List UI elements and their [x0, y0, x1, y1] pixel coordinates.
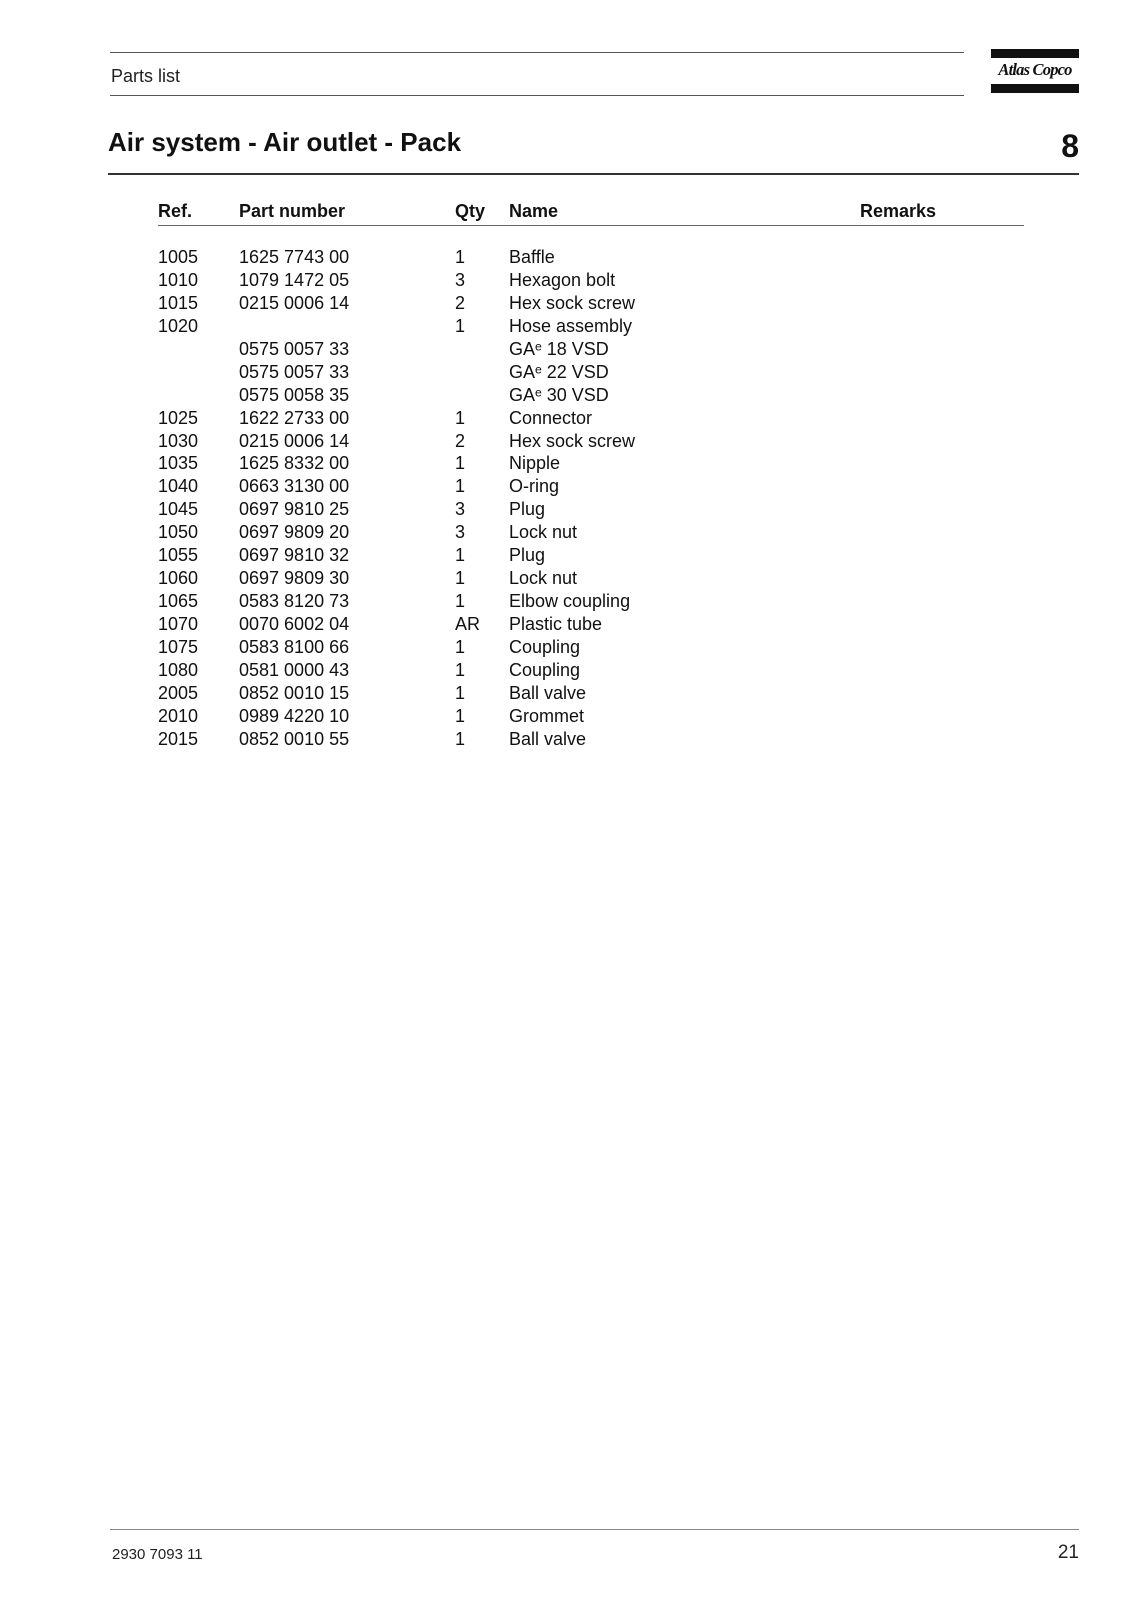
cell-part-number: 0697 9809 30 [239, 568, 350, 589]
cell-qty: 1 [455, 407, 466, 428]
table-row [158, 613, 1024, 636]
cell-name: Plastic tube [509, 614, 603, 634]
cell-part-number: 0575 0057 33 [239, 361, 350, 382]
cell-name: Ball valve [509, 728, 587, 749]
cell-name: GAᵉ 22 VSD [509, 361, 609, 382]
cell-part-number: 0215 0006 14 [239, 292, 350, 313]
table-row [158, 544, 1024, 567]
cell-ref: 1050 [158, 522, 199, 543]
cell-qty: 1 [455, 476, 466, 497]
col-header-ref: Ref. [158, 201, 193, 221]
col-header-qty: Qty [455, 201, 486, 221]
cell-part-number: 0697 9810 32 [239, 545, 350, 566]
chapter-number: 8 [1061, 128, 1079, 164]
cell-ref: 1060 [158, 568, 199, 589]
table-row [158, 292, 1024, 315]
cell-part-number: 0070 6002 04 [239, 614, 350, 634]
logo-top-bar [991, 49, 1079, 58]
table-row [158, 384, 1024, 407]
cell-qty: 1 [455, 728, 466, 749]
table-header [158, 199, 1024, 226]
cell-ref: 1055 [158, 545, 199, 566]
cell-qty: 1 [455, 682, 466, 703]
cell-name: Nipple [509, 453, 561, 474]
table-row [158, 361, 1024, 384]
atlas-copco-logo [991, 49, 1079, 93]
cell-qty: 1 [455, 568, 466, 589]
col-header-part-number: Part number [239, 201, 346, 221]
cell-part-number: 0989 4220 10 [239, 705, 350, 726]
cell-part-number: 0697 9810 25 [239, 499, 350, 520]
cell-ref: 1035 [158, 453, 199, 474]
cell-part-number: 0583 8100 66 [239, 636, 350, 657]
cell-part-number: 0697 9809 20 [239, 522, 350, 543]
cell-name: Hose assembly [509, 315, 633, 336]
table-row [158, 498, 1024, 521]
cell-part-number: 1625 7743 00 [239, 247, 350, 267]
cell-ref: 2005 [158, 682, 199, 703]
cell-qty: 1 [455, 636, 466, 657]
table-row [158, 430, 1024, 453]
cell-name: O-ring [509, 476, 560, 497]
table-row [158, 659, 1024, 682]
cell-part-number: 0852 0010 15 [239, 682, 350, 703]
cell-ref: 1040 [158, 476, 199, 497]
table-row [158, 475, 1024, 498]
cell-qty: 2 [455, 430, 466, 451]
cell-part-number: 0583 8120 73 [239, 591, 350, 612]
cell-name: Coupling [509, 636, 581, 657]
header-bottom-rule [110, 95, 964, 96]
cell-name: GAᵉ 18 VSD [509, 338, 609, 359]
col-header-remarks: Remarks [860, 201, 937, 221]
cell-ref: 1025 [158, 407, 199, 428]
cell-name: Connector [509, 407, 593, 428]
cell-qty: 3 [455, 499, 466, 520]
cell-qty: 1 [455, 591, 466, 612]
cell-qty: 1 [455, 247, 466, 267]
table-body [158, 246, 1024, 751]
cell-ref: 1020 [158, 315, 199, 336]
table-row [158, 567, 1024, 590]
cell-ref: 2015 [158, 728, 199, 749]
cell-name: Hex sock screw [509, 292, 636, 313]
cell-ref: 1010 [158, 269, 199, 290]
document-number: 2930 7093 11 [112, 1546, 203, 1563]
header-top-rule [110, 52, 964, 53]
cell-name: Hex sock screw [509, 430, 636, 451]
footer-rule [110, 1529, 1079, 1530]
col-header-name: Name [509, 201, 559, 221]
table-row [158, 452, 1024, 475]
section-label: Parts list [111, 66, 181, 86]
cell-name: Plug [509, 545, 546, 566]
page-number: 21 [1057, 1542, 1079, 1563]
cell-ref: 1080 [158, 659, 199, 680]
cell-ref: 1045 [158, 499, 199, 520]
cell-name: Coupling [509, 659, 581, 680]
table-row [158, 590, 1024, 613]
logo-wordmark: Atlas Copco [998, 60, 1072, 79]
cell-name: Plug [509, 499, 546, 520]
cell-qty: 3 [455, 522, 466, 543]
cell-part-number: 0581 0000 43 [239, 659, 350, 680]
parts-table [158, 199, 1024, 751]
cell-name: Ball valve [509, 682, 587, 703]
table-row [158, 269, 1024, 292]
cell-name: Lock nut [509, 522, 578, 543]
cell-part-number: 1625 8332 00 [239, 453, 350, 474]
cell-qty: 1 [455, 705, 466, 726]
page-title: Air system - Air outlet - Pack [108, 127, 462, 157]
cell-ref: 1075 [158, 636, 199, 657]
cell-part-number: 0663 3130 00 [239, 476, 350, 497]
cell-name: GAᵉ 30 VSD [509, 384, 609, 405]
cell-part-number: 0575 0057 33 [239, 338, 350, 359]
table-row [158, 636, 1024, 659]
table-row [158, 682, 1024, 705]
cell-name: Grommet [509, 705, 585, 726]
cell-ref: 1070 [158, 614, 199, 634]
table-row [158, 246, 1024, 269]
cell-part-number: 0852 0010 55 [239, 728, 350, 749]
cell-qty: 1 [455, 453, 466, 474]
cell-ref: 2010 [158, 705, 199, 726]
cell-name: Baffle [509, 247, 555, 267]
title-rule [108, 173, 1079, 175]
cell-ref: 1015 [158, 292, 199, 313]
cell-part-number: 1622 2733 00 [239, 407, 350, 428]
cell-qty: 1 [455, 315, 466, 336]
table-row [158, 705, 1024, 728]
table-row [158, 315, 1024, 338]
cell-ref: 1030 [158, 430, 199, 451]
table-row [158, 521, 1024, 544]
cell-name: Elbow coupling [509, 591, 631, 612]
cell-part-number: 0575 0058 35 [239, 384, 350, 405]
table-row [158, 338, 1024, 361]
cell-name: Hexagon bolt [509, 269, 616, 290]
logo-bottom-bar [991, 84, 1079, 93]
cell-ref: 1005 [158, 247, 199, 267]
table-row [158, 728, 1024, 751]
cell-qty: 1 [455, 545, 466, 566]
cell-qty: AR [455, 614, 481, 634]
cell-qty: 3 [455, 269, 466, 290]
table-row [158, 407, 1024, 430]
cell-qty: 2 [455, 292, 466, 313]
cell-name: Lock nut [509, 568, 578, 589]
cell-part-number: 1079 1472 05 [239, 269, 350, 290]
cell-ref: 1065 [158, 591, 199, 612]
cell-part-number: 0215 0006 14 [239, 430, 350, 451]
cell-qty: 1 [455, 659, 466, 680]
